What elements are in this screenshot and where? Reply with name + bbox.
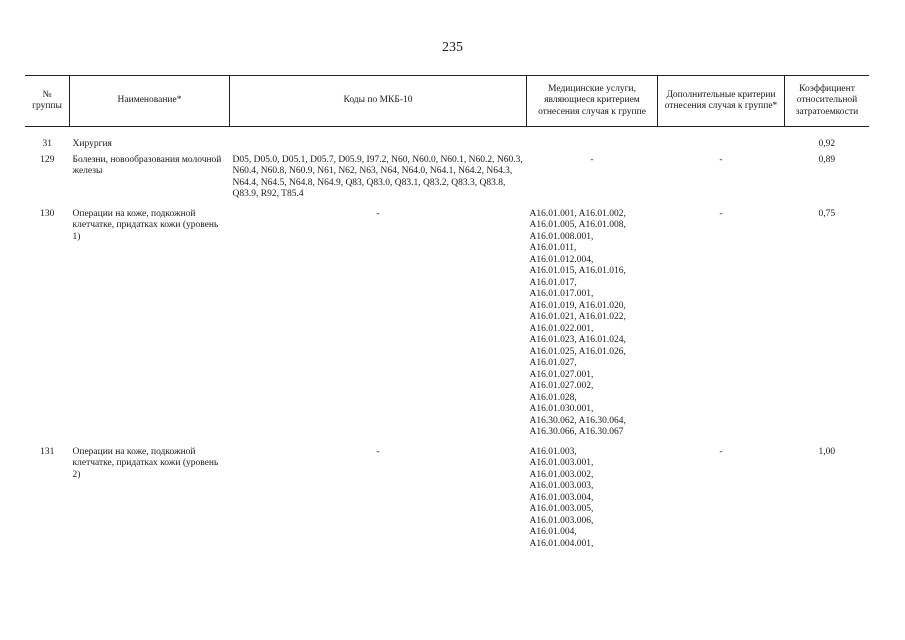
row-services: - — [590, 154, 594, 165]
row-name: Хирургия — [72, 139, 112, 149]
row-name: Операции на коже, подкожной клетчатке, придатках кожи (уровень 2) — [72, 446, 219, 480]
service-code-line: A16.01.015, A16.01.016, — [529, 266, 626, 276]
service-code-line: A16.01.004, — [529, 527, 577, 537]
row-coefficient: 0,75 — [818, 208, 836, 219]
service-code-line: A16.01.028, — [529, 392, 577, 403]
service-code-line: A16.01.012.004, — [529, 254, 594, 265]
service-code-line: A16.01.003.003, — [529, 481, 594, 491]
row-name: Операции на коже, подкожной клетчатке, придатках кожи (уровень 1) — [72, 208, 219, 242]
service-code-line: A16.01.003.006, — [529, 515, 594, 526]
service-code-line: A16.01.030.001, — [529, 404, 594, 414]
row-codes: - — [376, 446, 380, 457]
table-row — [25, 127, 869, 153]
service-code-line: A16.01.003.001, — [529, 458, 594, 468]
service-code-line: A16.01.025, A16.01.026, — [529, 346, 626, 357]
row-codes: - — [376, 208, 380, 219]
ksg-table — [25, 75, 869, 552]
row-name: Болезни, новообразования молочной железы — [72, 154, 222, 176]
row-number: 31 — [42, 139, 52, 149]
service-code-line: A16.01.008.001, — [529, 231, 594, 242]
service-code-line: A16.01.017, — [529, 277, 577, 288]
table-row — [25, 153, 869, 203]
row-criteria: - — [719, 208, 723, 219]
service-code-line: A16.01.003.005, — [529, 504, 594, 514]
row-services — [527, 441, 658, 553]
service-code-line: A16.01.005, A16.01.008, — [529, 220, 626, 230]
page-number: 235 — [442, 40, 463, 55]
row-coefficient: 0,89 — [818, 154, 836, 165]
table-row — [25, 203, 869, 441]
header-name: Наименование* — [70, 76, 230, 127]
row-coefficient: 0,92 — [818, 139, 836, 149]
row-criteria: - — [719, 446, 723, 457]
service-code-line: A16.01.011, — [529, 243, 577, 253]
service-code-line: A16.01.001, A16.01.002, — [529, 208, 626, 219]
row-number: 131 — [40, 446, 55, 457]
service-code-line: A16.01.027.002, — [529, 381, 594, 391]
row-coefficient: 1,00 — [818, 446, 836, 457]
service-code-line: A16.01.023, A16.01.024, — [529, 335, 626, 345]
header-medical-services: Медицинские услуги, являющиеся критерием отнесения случая к группе — [527, 76, 658, 127]
service-code-line: A16.01.003, — [529, 446, 577, 457]
service-code-line: A16.30.066, A16.30.067 — [529, 427, 624, 437]
row-number: 130 — [40, 208, 55, 219]
row-codes — [230, 127, 527, 153]
header-icd-codes: Коды по МКБ-10 — [230, 76, 527, 127]
service-code-line: A16.01.003.004, — [529, 492, 594, 503]
table-header-row — [25, 76, 869, 127]
service-code-line: A16.01.017.001, — [529, 289, 594, 299]
service-code-line: A16.01.027.001, — [529, 369, 594, 380]
service-code-line: A16.30.062, A16.30.064, — [529, 415, 626, 426]
service-code-line: A16.01.022.001, — [529, 323, 594, 334]
service-code-line: A16.01.004.001, — [529, 538, 594, 549]
table-row — [25, 441, 869, 553]
service-code-line: A16.01.027, — [529, 358, 577, 368]
service-code-line: A16.01.019, A16.01.020, — [529, 300, 626, 311]
header-group-number: № группы — [25, 76, 70, 127]
row-services — [527, 127, 658, 153]
header-additional-criteria: Дополнительные критерии отнесения случая к группе* — [658, 76, 785, 127]
row-criteria: - — [719, 154, 723, 165]
row-codes: D05, D05.0, D05.1, D05.7, D05.9, I97.2, N60, N60.0, N60.1, N60.2, N60.3, N60.4, N60.8, N60.9, N61, N62, N63, N64, N64.0, N64.1, N64.2, N64.3, N64.4, N64.5, N64.8, N64.9, Q83, Q83.0, Q83.1, Q83.2, Q83.3, Q83.8, Q83.9, R92, T85.4 — [232, 154, 523, 199]
row-number: 129 — [40, 154, 55, 165]
service-code-line: A16.01.021, A16.01.022, — [529, 312, 626, 322]
row-services — [527, 203, 658, 441]
row-criteria — [658, 127, 785, 153]
header-coefficient: Коэффициент относительной затратоемкости — [785, 76, 870, 127]
service-code-line: A16.01.003.002, — [529, 469, 594, 480]
